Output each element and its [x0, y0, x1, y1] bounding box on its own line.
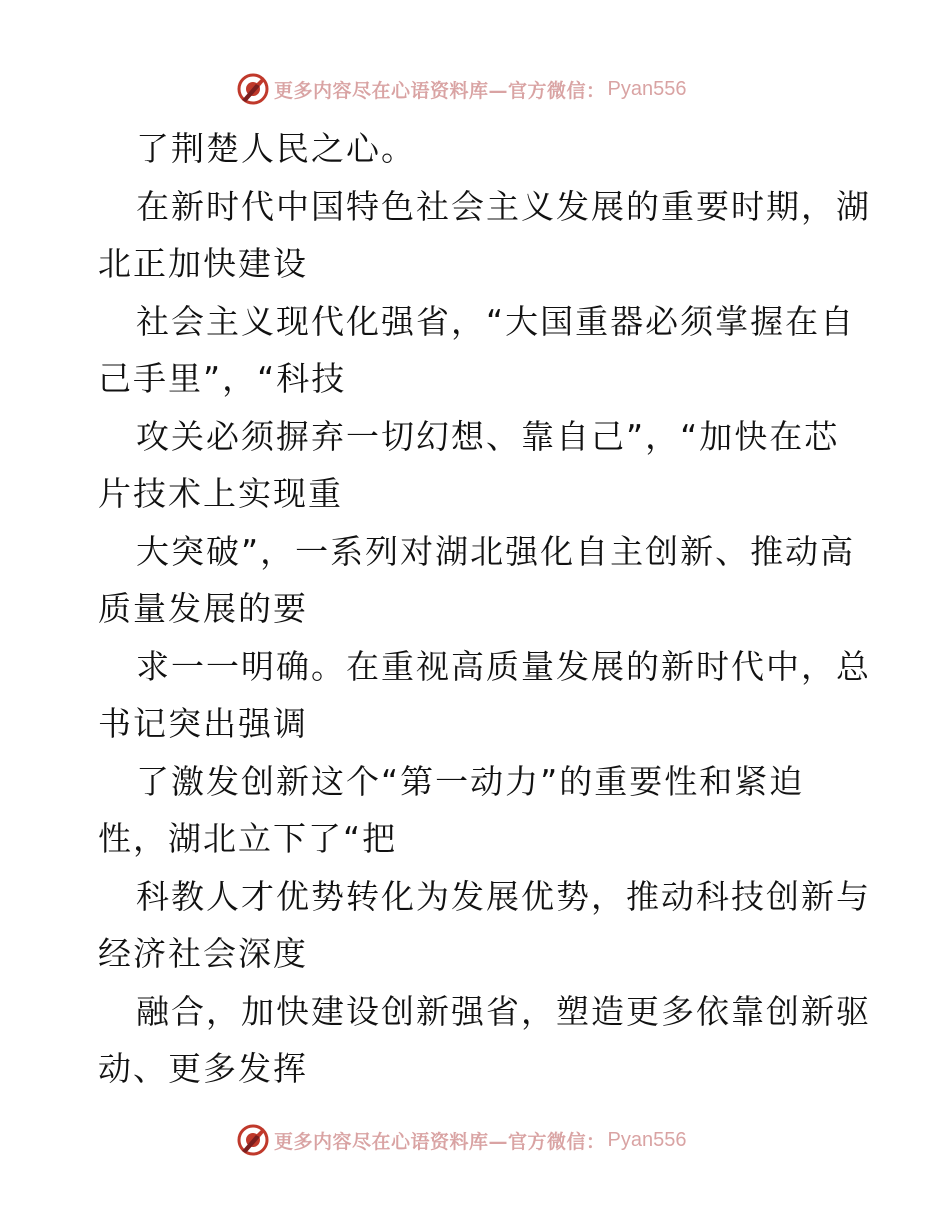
text-line: 片技术上实现重: [98, 474, 343, 513]
footer-wechat-id: Pyan556: [607, 1128, 687, 1151]
text-line: 经济社会深度: [98, 934, 308, 973]
text-line: 融合，加快建设创新强省，塑造更多依靠创新驱: [136, 991, 871, 1031]
body-text: [98, 120, 871, 1098]
header-wechat-id: Pyan556: [607, 77, 687, 100]
text-line: 攻关必须摒弃一切幻想、靠自己”，“加快在芯: [136, 416, 840, 456]
text-line: 大突破”，一系列对湖北强化自主创新、推动高: [136, 531, 856, 571]
text-line: 了荆楚人民之心。: [136, 129, 416, 168]
footer-banner-text: 更多内容尽在心语资料库—官方微信：: [274, 1130, 606, 1153]
text-line: 在新时代中国特色社会主义发展的重要时期，湖: [136, 186, 871, 226]
header-banner-text: 更多内容尽在心语资料库—官方微信：: [274, 79, 606, 102]
text-line: 求一一明确。在重视高质量发展的新时代中，总: [136, 646, 871, 686]
text-line: 质量发展的要: [98, 589, 308, 628]
text-line: 科教人才优势转化为发展优势，推动科技创新与: [136, 876, 871, 916]
text-line: 了激发创新这个“第一动力”的重要性和紧迫: [136, 761, 805, 801]
text-line: 北正加快建设: [98, 244, 308, 283]
text-line: 动、更多发挥: [98, 1049, 308, 1088]
text-line: 性，湖北立下了“把: [98, 819, 398, 858]
logo-icon: [236, 72, 270, 106]
header-banner: [236, 70, 686, 108]
text-line: 书记突出强调: [98, 704, 308, 743]
text-line: 社会主义现代化强省，“大国重器必须掌握在自: [136, 301, 856, 341]
footer-banner: [236, 1121, 686, 1159]
text-line: 己手里”，“科技: [98, 359, 347, 398]
logo-icon: [236, 1123, 270, 1157]
